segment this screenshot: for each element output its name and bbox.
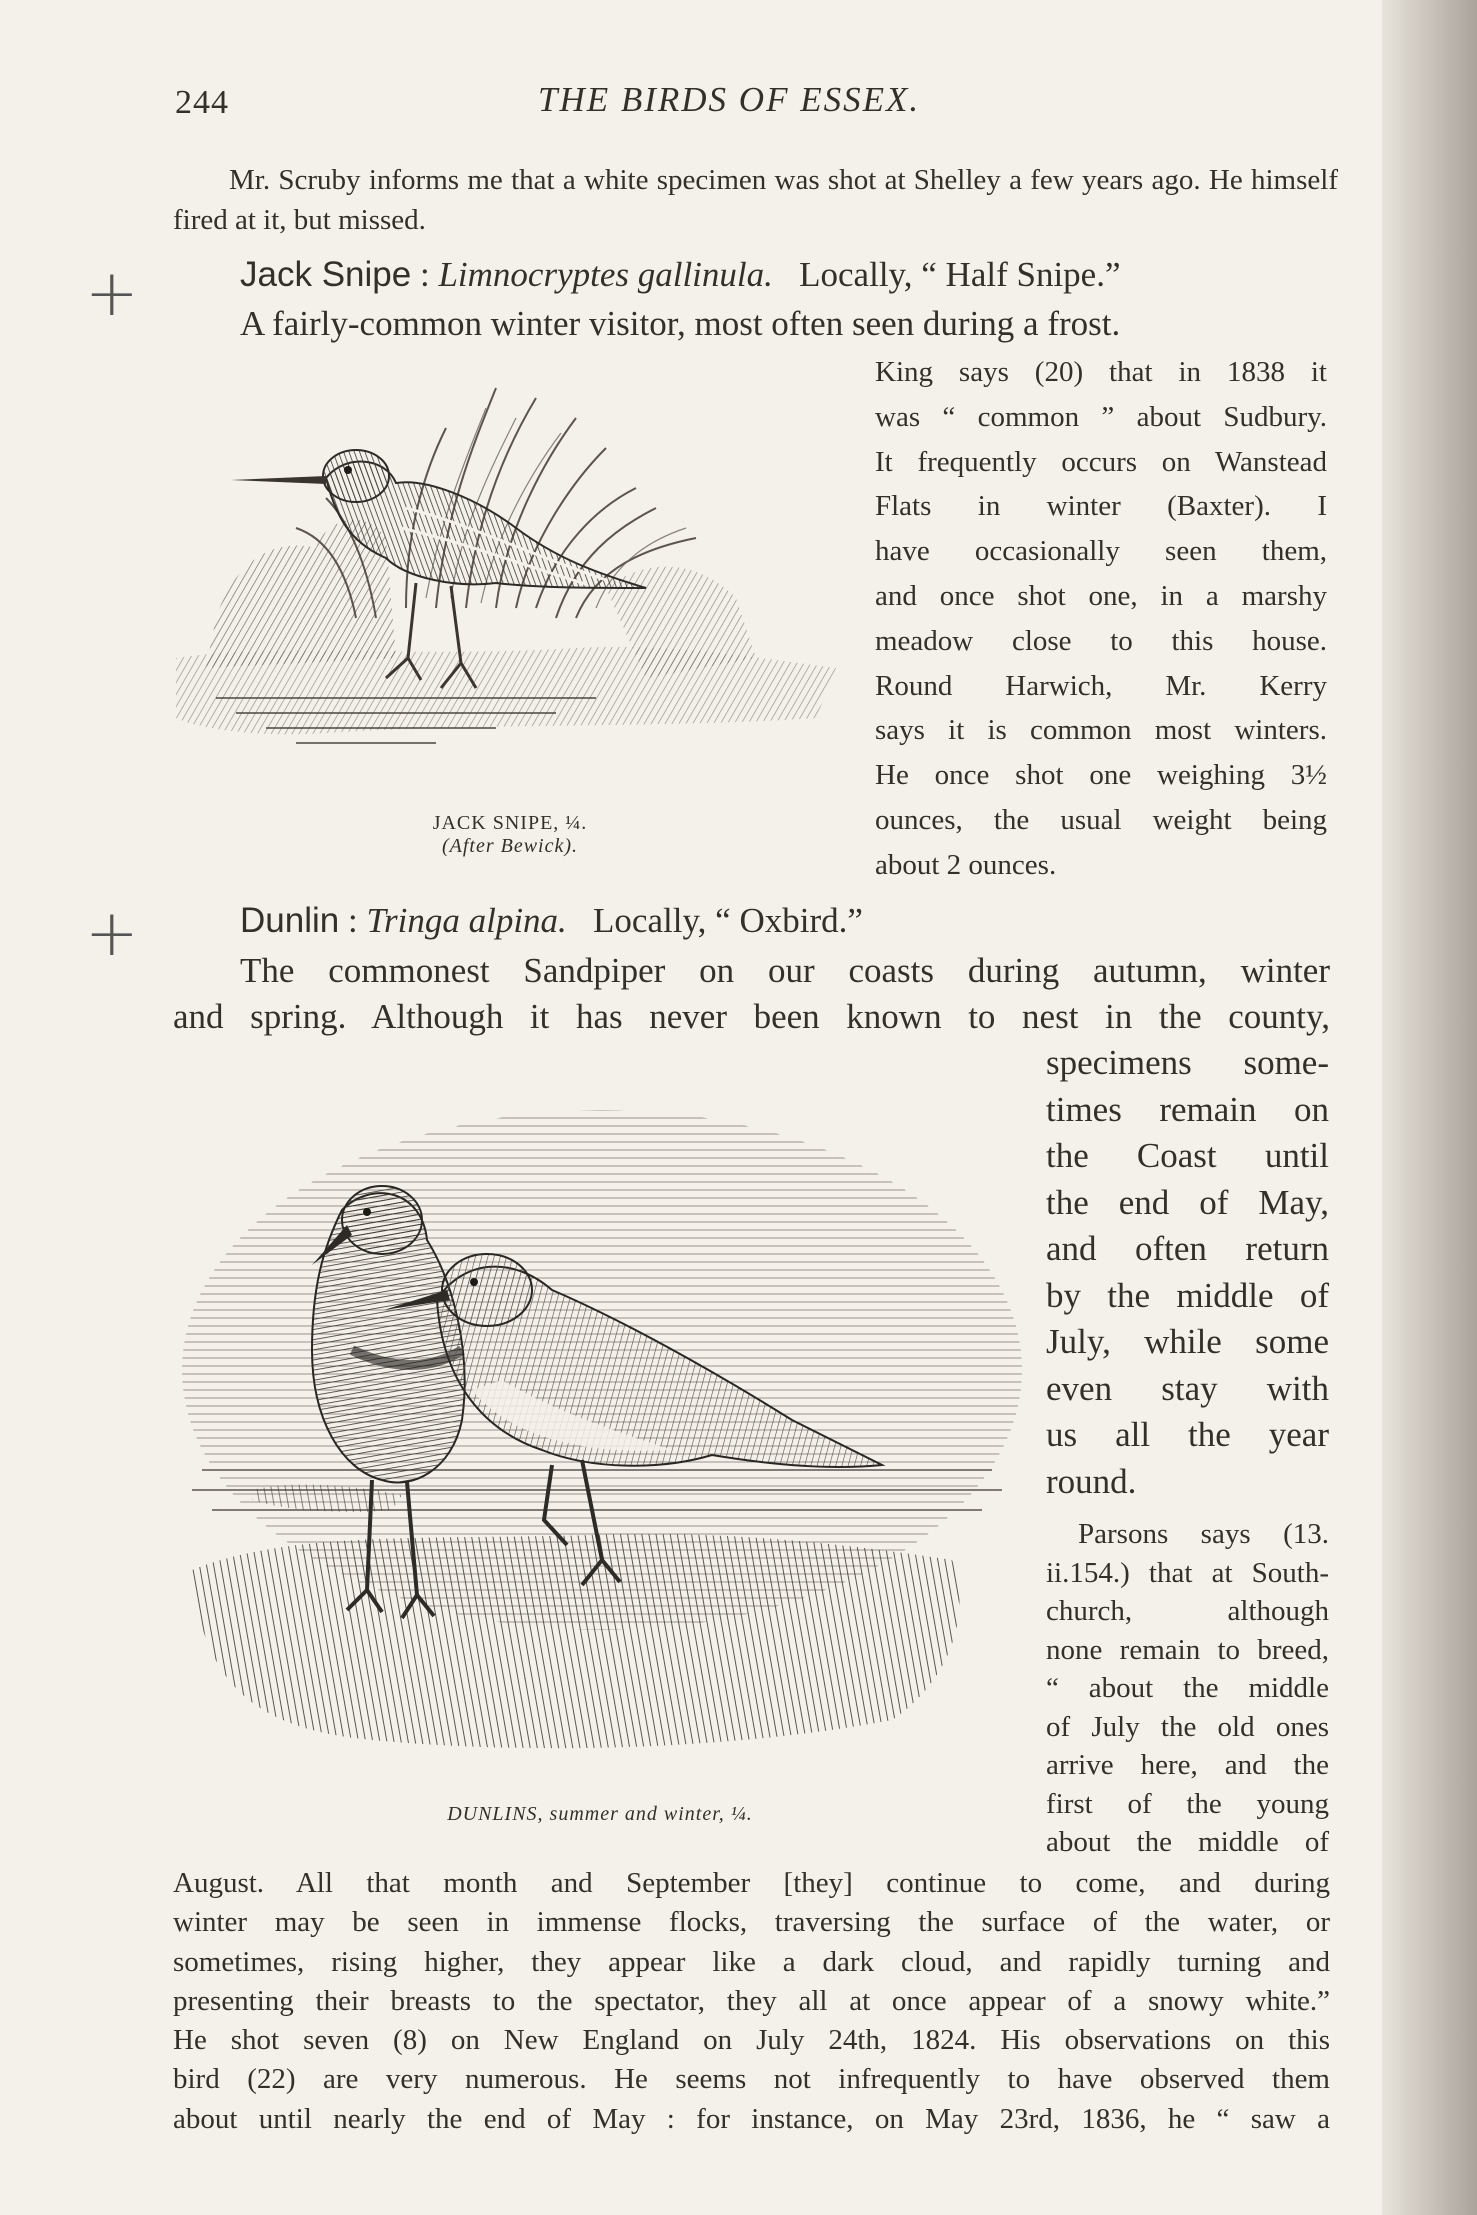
text-line: Flats in winter (Baxter). I [875, 490, 1327, 523]
text-line: specimens some- [1046, 1043, 1329, 1082]
text-line: of July the old ones [1046, 1710, 1329, 1743]
dunlin-text-column-large [1046, 1040, 1329, 1505]
jack-snipe-caption [380, 812, 640, 858]
text-line: us all the year [1046, 1415, 1329, 1454]
text-line: the Coast until [1046, 1136, 1329, 1175]
jack-snipe-engraving [176, 358, 836, 778]
text-line: Parsons says (13. [1078, 1518, 1329, 1550]
text-line: arrive here, and the [1046, 1749, 1329, 1781]
text-line: about the middle of [1046, 1826, 1329, 1858]
local-name: Locally, “ Oxbird.” [593, 901, 863, 940]
dunlin-closing-paragraph [173, 1864, 1330, 2139]
text-line: August. All that month and September [they] continue to come, and during [173, 1867, 1330, 1899]
latin-name: Tringa alpina. [366, 901, 567, 940]
text-line: ounces, the usual weight being [875, 803, 1327, 836]
text-line: and often return [1046, 1229, 1329, 1268]
dunlins-engraving [172, 1090, 1032, 1770]
heading-separator: : [339, 901, 367, 940]
text-line: even stay with [1046, 1368, 1329, 1408]
jack-snipe-text-column [875, 350, 1327, 888]
dunlin-text-line: and spring. Although it has never been known to nest in the county, [173, 997, 1330, 1036]
margin-plus-mark: + [85, 257, 139, 331]
caption-title: JACK SNIPE, ¼. [432, 812, 588, 834]
text-line: He shot seven (8) on New England on July 24th, 1824. His observations on this [173, 2024, 1330, 2057]
dunlin-text-column-small [1046, 1515, 1329, 1862]
text-line: church, although [1046, 1595, 1329, 1627]
species-name: Jack Snipe [240, 255, 412, 294]
text-line: was “ common ” about Sudbury. [875, 400, 1327, 433]
page-number: 244 [175, 84, 229, 121]
text-line: July, while some [1046, 1322, 1329, 1361]
text-line: says it is common most winters. [875, 714, 1327, 747]
text-line: It frequently occurs on Wanstead [875, 445, 1327, 478]
text-line: have occasionally seen them, [875, 535, 1327, 568]
text-line: bird (22) are very numerous. He seems not infrequently to have observed them [173, 2063, 1330, 2096]
text-line: none remain to breed, [1046, 1633, 1329, 1666]
species-heading-jack-snipe [240, 252, 1121, 298]
text-line: Round Harwich, Mr. Kerry [875, 669, 1327, 702]
species-heading-dunlin [240, 898, 863, 944]
page-edge-shadow [1382, 0, 1477, 2215]
text-line: round. [1046, 1461, 1137, 1501]
margin-plus-mark: + [85, 897, 139, 971]
latin-name: Limnocryptes gallinula. [438, 255, 773, 294]
text-line: He once shot one weighing 3½ [875, 759, 1327, 792]
text-line: by the middle of [1046, 1275, 1329, 1315]
caption-credit: (After Bewick). [441, 835, 579, 857]
text-line: King says (20) that in 1838 it [875, 356, 1327, 388]
intro-paragraph: Mr. Scruby informs me that a white specimen was shot at Shelley a few years ago. He himself fired at it, but missed. [173, 164, 1338, 236]
text-line: the end of May, [1046, 1182, 1329, 1222]
text-line: about 2 ounces. [875, 848, 1057, 881]
text-line: ii.154.) that at South- [1046, 1556, 1329, 1589]
text-line: sometimes, rising higher, they appear like a dark cloud, and rapidly turning and [173, 1945, 1330, 1978]
running-title: THE BIRDS OF ESSEX. [538, 80, 921, 119]
text-line: winter may be seen in immense flocks, traversing the surface of the water, or [173, 1906, 1330, 1939]
species-name: Dunlin [240, 901, 340, 940]
text-line: about until nearly the end of May : for instance, on May 23rd, 1836, he “ saw a [173, 2102, 1330, 2135]
heading-separator: : [411, 255, 439, 294]
local-name: Locally, “ Half Snipe.” [799, 255, 1121, 294]
dunlin-text-line: The commonest Sandpiper on our coasts during autumn, winter [240, 951, 1330, 990]
species-summary: A fairly-common winter visitor, most often seen during a frost. [240, 304, 1121, 343]
text-line: times remain on [1046, 1089, 1329, 1129]
text-line: presenting their breasts to the spectator, they all at once appear of a snowy white.” [173, 1984, 1330, 2017]
text-line: “ about the middle [1046, 1672, 1329, 1704]
text-line: and once shot one, in a marshy [875, 579, 1327, 612]
text-line: first of the young [1046, 1787, 1329, 1820]
dunlins-caption: DUNLINS, summer and winter, ¼. [447, 1803, 753, 1825]
text-line: meadow close to this house. [875, 624, 1327, 657]
